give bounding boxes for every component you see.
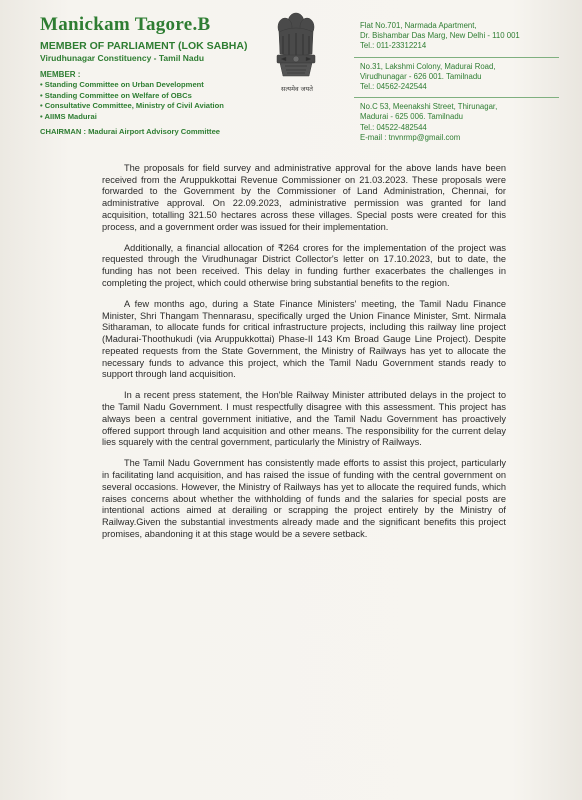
membership-item: • Standing Committee on Welfare of OBCs (40, 90, 192, 100)
madurai-address (360, 102, 570, 143)
address-line: Virudhunagar - 626 001. Tamilnadu (360, 71, 482, 81)
letter-body (102, 163, 506, 550)
address-divider (354, 97, 559, 98)
letterhead-left (40, 14, 290, 136)
emblem-motto: सत्यमेव जयते (281, 85, 313, 93)
membership-list (40, 80, 290, 122)
address-line: No.C 53, Meenakshi Street, Thirunagar, (360, 102, 498, 112)
address-phone: Tel.: 011-23312214 (360, 41, 427, 51)
membership-item: • Standing Committee on Urban Development (40, 80, 204, 89)
address-email: E-mail : tnvnrmp@gmail.com (360, 132, 461, 142)
letterhead (0, 0, 582, 150)
body-paragraph: A few months ago, during a State Finance Ministers' meeting, the Tamil Nadu Finance Minister, Shri Thangam Thennarasu, specifically urged the Union Finance Minister, Smt. Nirmala Sitharaman, to allocate funds for critical infrastructure projects, including this railway line project (Madurai-Thoothukudi (via Aruppukkottai) Phase-II 143 Km Broad Gauge Line Project). Despite repeated requests from the State Government, the Ministry of Railways has yet to allocate the necessary funds to advance this project, which the Tamil Nadu Government stands ready to support through land acquisition. (102, 299, 506, 380)
address-line: Dr. Bishambar Das Marg, New Delhi - 110 001 (360, 31, 520, 41)
address-divider (354, 57, 559, 58)
address-line: Madurai - 625 006. Tamilnadu (360, 112, 464, 122)
body-paragraph: In a recent press statement, the Hon'ble Railway Minister attributed delays in the project to the Tamil Nadu Government. I must respectfully disagree with this assessment. This project has always been a central government initiative, and the Tamil Nadu Government has proactively offered support through land acquisition and other means. The responsibility for the current delay lies squarely with the central government, particularly the Ministry of Railways. (102, 390, 506, 448)
address-line: No.31, Lakshmi Colony, Madurai Road, (360, 61, 496, 71)
address-line: Flat No.701, Narmada Apartment, (360, 21, 477, 30)
body-paragraph: The proposals for field survey and administrative approval for the above lands have been received from the Aruppukkottai Revenue Commissioner on 21.03.2023. These proposals were forwarded to the Government by the Commissioner of Land Administration, Chennai, for administrative approval. On 22.09.2023, administrative permission was granted for land acquisition, totalling 321.50 hectares across these villages. Special posts were created for this process, and a government order was issued for their implementation. (102, 163, 506, 232)
delhi-address (360, 21, 570, 52)
member-label: MEMBER : (40, 70, 81, 79)
body-paragraph: The Tamil Nadu Government has consistently made efforts to assist this project, particularly in facilitating land acquisition, and has raised the issue of funding with the central government on several occasions. However, the Ministry of Railways has yet to allocate the required funds, which raises concerns about whether the withholding of funds and the salaries for special posts are intentional actions aimed at derailing or scrapping the project entirely by the Ministry of Railway.Given the substantial investments already made and the significant benefits this project promises, abandoning it at this stage would be a severe setback. (102, 458, 506, 539)
chairman-role: CHAIRMAN : Madurai Airport Advisory Committee (40, 127, 221, 136)
address-phone: Tel.: 04522-482544 (360, 122, 427, 132)
mp-constituency: Virudhunagar Constituency - Tamil Nadu (40, 53, 205, 63)
body-paragraph: Additionally, a financial allocation of ₹264 crores for the implementation of the project was requested through the Virudhunagar District Collector's letter on 17.10.2023, but to date, the funding has not been received. This delay in funding further exacerbates the challenges in completing the project, which could otherwise bring substantial benefits to the region. (102, 242, 506, 288)
address-phone: Tel.: 04562-242544 (360, 82, 427, 92)
membership-item: • AIIMS Madurai (40, 111, 97, 121)
virudhunagar-address (360, 62, 570, 93)
mp-title: MEMBER OF PARLIAMENT (LOK SABHA) (40, 40, 248, 52)
membership-item: • Consultative Committee, Ministry of Civil Aviation (40, 101, 224, 110)
mp-name: Manickam Tagore.B (40, 14, 211, 35)
letterhead-addresses (360, 21, 570, 148)
